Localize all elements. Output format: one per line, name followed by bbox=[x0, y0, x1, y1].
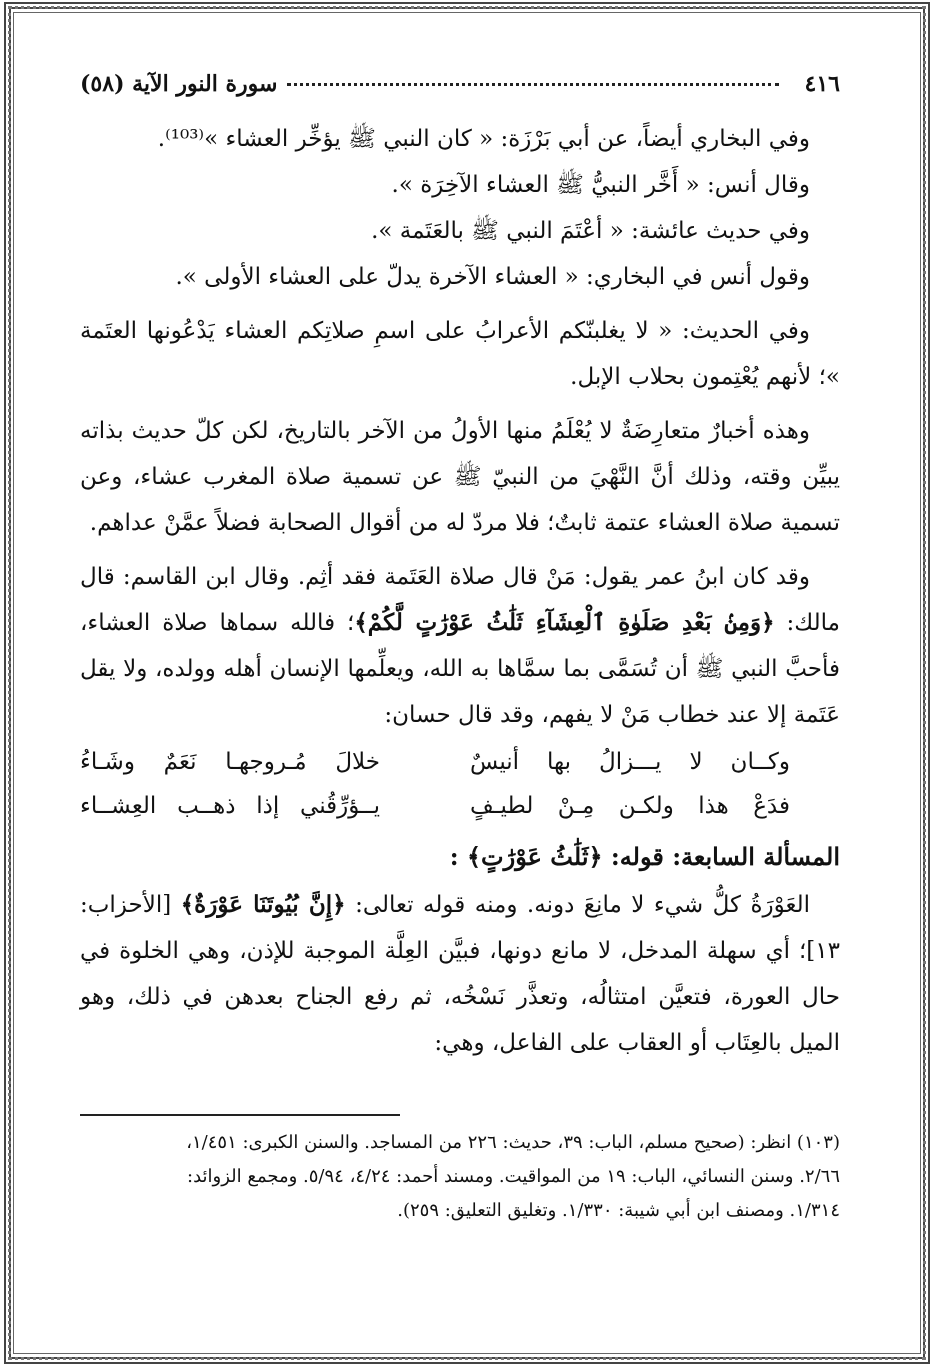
text-line: وفي البخاري أيضاً، عن أبي بَرْزَة: « كان النبي ﷺ يؤخِّر العشاء »⁽¹⁰³⁾. bbox=[157, 126, 810, 152]
running-header bbox=[80, 60, 840, 108]
paragraph bbox=[80, 882, 840, 1066]
quran-quote: ﴿إِنَّ بُيُوتَنَا عَوْرَةٌ﴾ bbox=[180, 891, 346, 918]
poem-hemistich-right: وكــان لا يـــزالُ بها أنيسٌ bbox=[470, 749, 790, 775]
paragraph-text: ؛ فالله سماها صلاة العشاء، فأحبَّ النبي ﷺ أن تُسَمَّى بما سمَّاها به الله، ويعلِّمها الإنسان أهله وولده، ولا يقل عَتَمة إلا عند خطاب مَنْ لا يفهم، وقد قال حسان: bbox=[80, 610, 840, 728]
quran-quote: ﴿وَمِنۢ بَعْدِ صَلَوٰةِ ٱلْعِشَآءِ ثَلَٰثُ عَوْرَٰتٍ لَّكُمْ﴾ bbox=[354, 609, 775, 636]
footnote-line: ١/٣١٤. ومصنف ابن أبي شيبة: ١/٣٣٠. وتغليق التعليق: ٢٥٩). bbox=[397, 1200, 840, 1221]
paragraph-text: العَوْرَةُ كلُّ شيء لا مانِعَ دونه. ومنه قوله تعالى: bbox=[355, 892, 811, 918]
footnote-line: (١٠٣) انظر: (صحيح مسلم، الباب: ٣٩، حديث: ٢٢٦ من المساجد. والسنن الكبرى: ١/٤٥١، bbox=[186, 1132, 840, 1153]
header-dot-leader bbox=[287, 83, 778, 86]
poem-hemistich-right: فدَعْ هذا ولكـن مِـنْ لطيـفٍ bbox=[470, 793, 790, 819]
section-heading-text: المسألة السابعة: قوله: bbox=[610, 842, 840, 871]
poem-hemistich-left: يــؤرِّقُني إذا ذهــب العِشــاء bbox=[80, 793, 380, 819]
paragraph: وهذه أخبارٌ متعارِضَةٌ لا يُعْلَمُ منها الأولُ من الآخر بالتاريخ، لكن كلّ حديث بذاته يبيِّن وقته، وذلك أنَّ النَّهْيَ من النبيّ ﷺ عن تسمية صلاة المغرب عشاء، وعن تسمية صلاة العشاء عتمة ثابتٌ؛ فلا مردّ له من أقوال الصحابة فضلاً عمَّنْ عداهم. bbox=[80, 418, 840, 536]
poem bbox=[80, 740, 840, 828]
section-heading-quote: ﴿ثَلَٰثُ عَوْرَٰتٍ﴾ bbox=[466, 842, 603, 871]
poem-verse bbox=[80, 784, 840, 828]
text-line: وقول أنس في البخاري: « العشاء الآخرة يدلّ على العشاء الأولى ». bbox=[175, 264, 810, 290]
poem-verse bbox=[80, 740, 840, 784]
section-heading-colon: : bbox=[449, 842, 459, 871]
paragraph-text: [الأحزاب: ١٣]؛ أي سهلة المدخل، لا مانع دونها، فبيَّن العِلَّة الموجبة للإذن، وهي الخلوة في حال العورة، فتعيَّن امتثالُه، وتعذَّر نَسْخُه، ثم رفع الجناح بعدهن في ذلك، وهو الميل بالعِتَاب أو العقاب على الفاعل، وهي: bbox=[80, 892, 840, 1056]
text-line: وقال أنس: « أَخَّر النبيُّ ﷺ العشاء الآخِرَة ». bbox=[391, 172, 810, 198]
page-number: ٤١٦ bbox=[804, 71, 840, 97]
header-title: سورة النور الآية (٥٨) bbox=[80, 71, 278, 97]
paragraph-text: وقد كان ابنُ عمر يقول: مَنْ قال صلاة العَتَمة فقد أثِم. وقال ابن القاسم: قال مالك: bbox=[80, 564, 840, 636]
page-content bbox=[80, 60, 840, 1300]
section-heading bbox=[80, 832, 840, 882]
paragraph bbox=[80, 554, 840, 738]
poem-hemistich-left: خلالَ مُـروجهـا نَعَمٌ وشَـاءُ bbox=[80, 749, 380, 775]
footnote-separator bbox=[80, 1114, 400, 1116]
paragraph: وفي الحديث: « لا يغلبنّكم الأعرابُ على اسمِ صلاتِكم العشاء يَدْعُونها العتَمة »؛ لأنهم يُعْتِمون بحلاب الإبل. bbox=[80, 318, 840, 390]
footnote-line: ٢/٦٦. وسنن النسائي، الباب: ١٩ من المواقيت. ومسند أحمد: ٤/٢٤، ٥/٩٤. ومجمع الزوائد: bbox=[187, 1166, 840, 1187]
text-line: وفي حديث عائشة: « أعْتَمَ النبي ﷺ بالعَتَمة ». bbox=[371, 218, 810, 244]
